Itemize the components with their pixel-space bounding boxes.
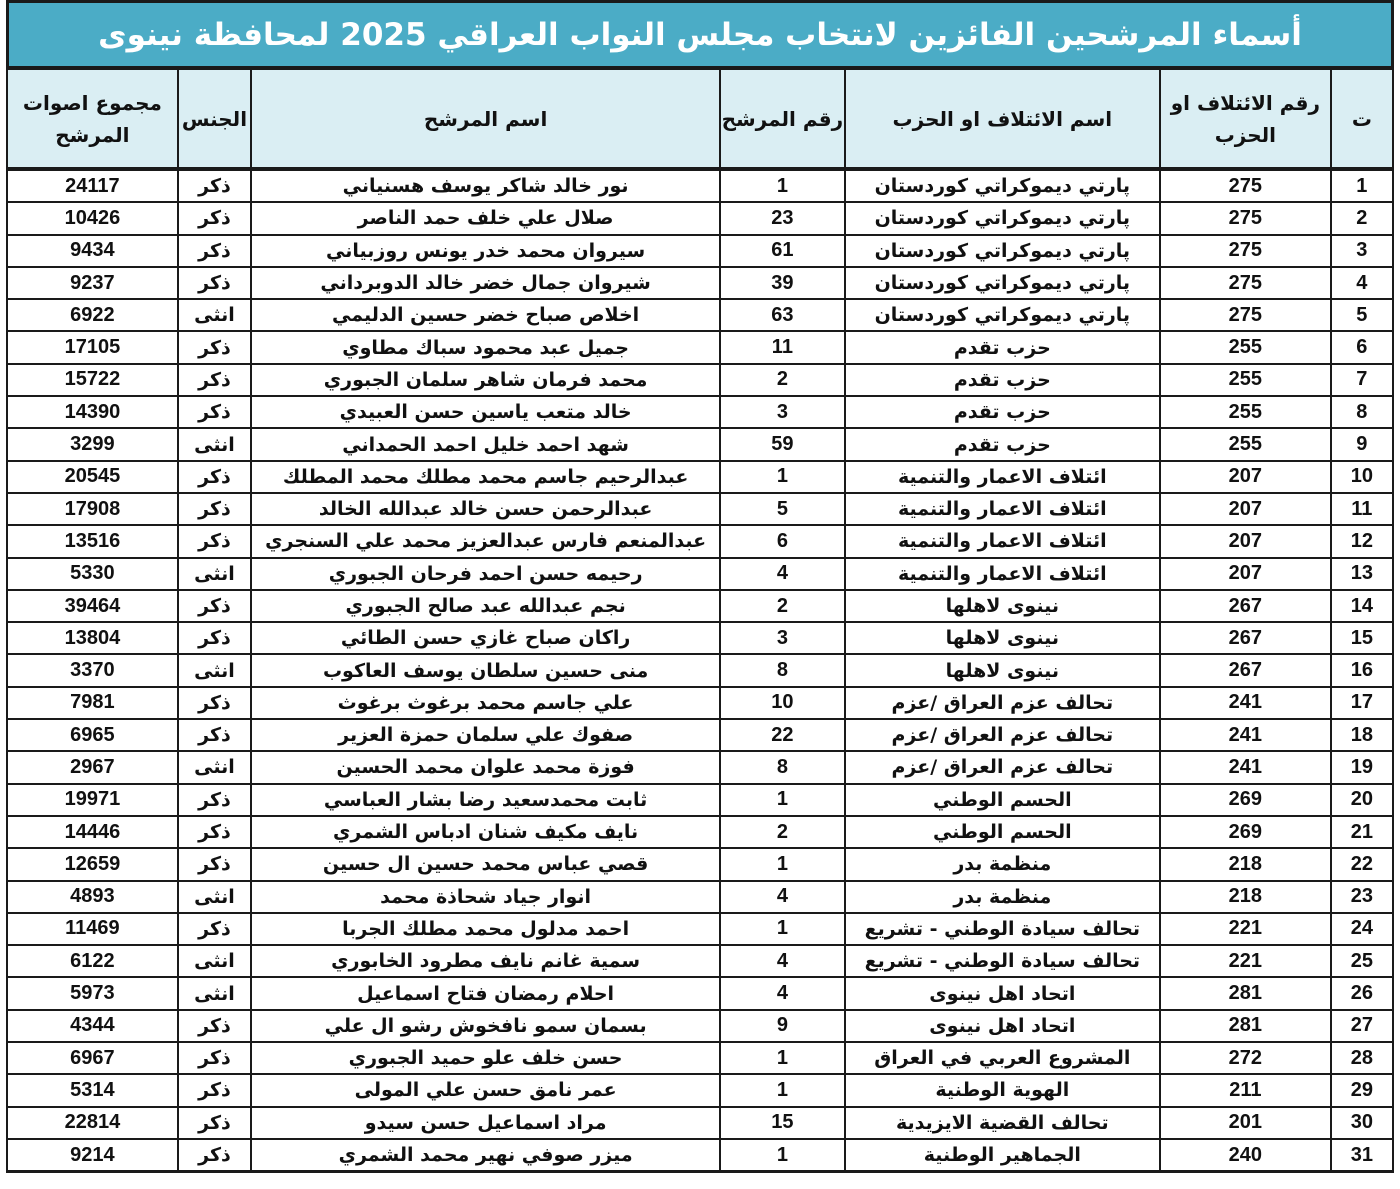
header-votes: [7, 68, 178, 169]
row-votes-cell: 20545: [7, 461, 178, 493]
row-seq-cell: 12: [1331, 525, 1393, 557]
row-votes-cell: 5314: [7, 1074, 178, 1106]
header-candidate-name: اسم المرشح: [251, 68, 720, 169]
table-row: [7, 622, 1393, 654]
row-candidate-number-cell: 1: [720, 1042, 845, 1074]
row-party-code-cell: 269: [1160, 816, 1331, 848]
row-party-code-cell: 207: [1160, 493, 1331, 525]
row-votes-cell: 3370: [7, 654, 178, 686]
row-candidate-number-cell: 10: [720, 687, 845, 719]
row-party-code-cell: 275: [1160, 202, 1331, 234]
row-gender-cell: ذكر: [178, 1042, 251, 1074]
table-row: [7, 654, 1393, 686]
row-party-code-cell: 255: [1160, 428, 1331, 460]
row-seq-cell: 5: [1331, 299, 1393, 331]
row-seq-cell: 7: [1331, 364, 1393, 396]
row-candidate-name-cell: سمية غانم نايف مطرود الخابوري: [251, 945, 720, 977]
row-candidate-name-cell: انوار جياد شحاذة محمد: [251, 881, 720, 913]
row-candidate-name-cell: ميزر صوفي نهير محمد الشمري: [251, 1139, 720, 1172]
row-votes-cell: 12659: [7, 848, 178, 880]
row-party-code-cell: 241: [1160, 719, 1331, 751]
row-candidate-name-cell: شهد احمد خليل احمد الحمداني: [251, 428, 720, 460]
row-votes-cell: 9214: [7, 1139, 178, 1172]
row-party-code-cell: 241: [1160, 751, 1331, 783]
row-candidate-number-cell: 15: [720, 1107, 845, 1139]
row-gender-cell: ذكر: [178, 1139, 251, 1172]
row-party-code-cell: 241: [1160, 687, 1331, 719]
row-party-name-cell: اتحاد اهل نينوى: [845, 977, 1160, 1009]
row-party-code-cell: 255: [1160, 331, 1331, 363]
row-gender-cell: ذكر: [178, 1074, 251, 1106]
row-party-code-cell: 267: [1160, 622, 1331, 654]
row-votes-cell: 6122: [7, 945, 178, 977]
row-party-code-cell: 201: [1160, 1107, 1331, 1139]
row-votes-cell: 4344: [7, 1010, 178, 1042]
row-gender-cell: ذكر: [178, 331, 251, 363]
header-votes-line2: المرشح: [55, 122, 130, 147]
row-candidate-number-cell: 2: [720, 590, 845, 622]
row-candidate-number-cell: 1: [720, 913, 845, 945]
row-candidate-name-cell: نجم عبدالله عبد صالح الجبوري: [251, 590, 720, 622]
row-seq-cell: 9: [1331, 428, 1393, 460]
row-candidate-number-cell: 4: [720, 977, 845, 1009]
row-party-code-cell: 207: [1160, 525, 1331, 557]
row-party-code-cell: 281: [1160, 1010, 1331, 1042]
row-votes-cell: 13516: [7, 525, 178, 557]
row-seq-cell: 20: [1331, 784, 1393, 816]
row-party-name-cell: تحالف سيادة الوطني - تشريع: [845, 913, 1160, 945]
row-candidate-number-cell: 61: [720, 235, 845, 267]
row-candidate-number-cell: 4: [720, 558, 845, 590]
row-gender-cell: ذكر: [178, 267, 251, 299]
row-votes-cell: 9434: [7, 235, 178, 267]
row-party-name-cell: پارتي ديموكراتي كوردستان: [845, 299, 1160, 331]
row-candidate-number-cell: 1: [720, 784, 845, 816]
row-gender-cell: ذكر: [178, 816, 251, 848]
row-candidate-number-cell: 63: [720, 299, 845, 331]
row-seq-cell: 19: [1331, 751, 1393, 783]
header-party-name: اسم الائتلاف او الحزب: [845, 68, 1160, 169]
row-candidate-name-cell: عبدالمنعم فارس عبدالعزيز محمد علي السنجري: [251, 525, 720, 557]
row-candidate-name-cell: فوزة محمد علوان محمد الحسين: [251, 751, 720, 783]
row-votes-cell: 4893: [7, 881, 178, 913]
row-gender-cell: انثى: [178, 558, 251, 590]
row-candidate-number-cell: 4: [720, 881, 845, 913]
table-row: [7, 881, 1393, 913]
row-party-code-cell: 207: [1160, 558, 1331, 590]
table-row: [7, 913, 1393, 945]
row-candidate-number-cell: 39: [720, 267, 845, 299]
row-votes-cell: 6967: [7, 1042, 178, 1074]
row-gender-cell: انثى: [178, 299, 251, 331]
row-party-code-cell: 269: [1160, 784, 1331, 816]
row-seq-cell: 11: [1331, 493, 1393, 525]
table-row: [7, 461, 1393, 493]
row-seq-cell: 1: [1331, 169, 1393, 202]
row-candidate-number-cell: 6: [720, 525, 845, 557]
row-candidate-name-cell: علي جاسم محمد برغوث برغوث: [251, 687, 720, 719]
row-seq-cell: 26: [1331, 977, 1393, 1009]
row-votes-cell: 17105: [7, 331, 178, 363]
row-gender-cell: ذكر: [178, 525, 251, 557]
row-party-code-cell: 272: [1160, 1042, 1331, 1074]
row-party-name-cell: تحالف عزم العراق /عزم: [845, 687, 1160, 719]
row-candidate-number-cell: 23: [720, 202, 845, 234]
table-row: [7, 331, 1393, 363]
row-candidate-number-cell: 1: [720, 848, 845, 880]
table-row: [7, 493, 1393, 525]
row-party-code-cell: 275: [1160, 169, 1331, 202]
table-row: [7, 299, 1393, 331]
row-party-name-cell: الحسم الوطني: [845, 816, 1160, 848]
row-candidate-number-cell: 2: [720, 364, 845, 396]
row-party-name-cell: ائتلاف الاعمار والتنمية: [845, 558, 1160, 590]
row-party-code-cell: 267: [1160, 590, 1331, 622]
row-gender-cell: ذكر: [178, 169, 251, 202]
table-row: [7, 1042, 1393, 1074]
row-seq-cell: 23: [1331, 881, 1393, 913]
row-candidate-name-cell: رحيمه حسن احمد فرحان الجبوري: [251, 558, 720, 590]
row-candidate-name-cell: راكان صباح غازي حسن الطائي: [251, 622, 720, 654]
row-seq-cell: 22: [1331, 848, 1393, 880]
row-candidate-name-cell: حسن خلف علو حميد الجبوري: [251, 1042, 720, 1074]
sheet-title: أسماء المرشحين الفائزين لانتخاب مجلس النواب العراقي 2025 لمحافظة نينوى: [6, 0, 1394, 66]
row-candidate-name-cell: عبدالرحيم جاسم محمد مطلك محمد المطلك: [251, 461, 720, 493]
row-candidate-name-cell: احلام رمضان فتاح اسماعيل: [251, 977, 720, 1009]
row-party-name-cell: حزب تقدم: [845, 428, 1160, 460]
row-votes-cell: 17908: [7, 493, 178, 525]
row-candidate-name-cell: ثابت محمدسعيد رضا بشار العباسي: [251, 784, 720, 816]
row-candidate-name-cell: منى حسين سلطان يوسف العاكوب: [251, 654, 720, 686]
row-votes-cell: 15722: [7, 364, 178, 396]
table-row: [7, 525, 1393, 557]
row-party-code-cell: 221: [1160, 945, 1331, 977]
row-candidate-number-cell: 1: [720, 1074, 845, 1106]
row-party-name-cell: تحالف سيادة الوطني - تشريع: [845, 945, 1160, 977]
row-votes-cell: 22814: [7, 1107, 178, 1139]
row-candidate-name-cell: سيروان محمد خدر يونس روزبياني: [251, 235, 720, 267]
row-party-name-cell: تحالف عزم العراق /عزم: [845, 751, 1160, 783]
row-party-code-cell: 267: [1160, 654, 1331, 686]
row-candidate-number-cell: 3: [720, 622, 845, 654]
row-candidate-number-cell: 1: [720, 461, 845, 493]
row-candidate-name-cell: نور خالد شاكر يوسف هسنياني: [251, 169, 720, 202]
row-seq-cell: 27: [1331, 1010, 1393, 1042]
row-gender-cell: ذكر: [178, 784, 251, 816]
row-party-code-cell: 255: [1160, 364, 1331, 396]
row-votes-cell: 19971: [7, 784, 178, 816]
table-row: [7, 169, 1393, 202]
row-seq-cell: 17: [1331, 687, 1393, 719]
row-party-name-cell: المشروع العربي في العراق: [845, 1042, 1160, 1074]
row-seq-cell: 6: [1331, 331, 1393, 363]
row-party-name-cell: ائتلاف الاعمار والتنمية: [845, 461, 1160, 493]
row-party-name-cell: تحالف القضية الايزيدية: [845, 1107, 1160, 1139]
row-votes-cell: 14390: [7, 396, 178, 428]
row-seq-cell: 21: [1331, 816, 1393, 848]
row-votes-cell: 7981: [7, 687, 178, 719]
row-party-name-cell: اتحاد اهل نينوى: [845, 1010, 1160, 1042]
row-candidate-number-cell: 8: [720, 654, 845, 686]
row-candidate-number-cell: 2: [720, 816, 845, 848]
row-seq-cell: 2: [1331, 202, 1393, 234]
row-gender-cell: انثى: [178, 881, 251, 913]
row-gender-cell: ذكر: [178, 622, 251, 654]
row-candidate-name-cell: عبدالرحمن حسن خالد عبدالله الخالد: [251, 493, 720, 525]
row-gender-cell: ذكر: [178, 687, 251, 719]
row-seq-cell: 31: [1331, 1139, 1393, 1172]
row-seq-cell: 3: [1331, 235, 1393, 267]
row-seq-cell: 18: [1331, 719, 1393, 751]
row-votes-cell: 5330: [7, 558, 178, 590]
table-row: [7, 590, 1393, 622]
table-row: [7, 751, 1393, 783]
row-gender-cell: ذكر: [178, 1107, 251, 1139]
row-party-name-cell: پارتي ديموكراتي كوردستان: [845, 267, 1160, 299]
row-candidate-number-cell: 8: [720, 751, 845, 783]
row-party-name-cell: نينوى لاهلها: [845, 654, 1160, 686]
row-candidate-name-cell: قصي عباس محمد حسين ال حسين: [251, 848, 720, 880]
row-gender-cell: انثى: [178, 654, 251, 686]
row-votes-cell: 6965: [7, 719, 178, 751]
row-party-name-cell: الجماهير الوطنية: [845, 1139, 1160, 1172]
row-gender-cell: ذكر: [178, 590, 251, 622]
row-candidate-number-cell: 22: [720, 719, 845, 751]
table-row: [7, 235, 1393, 267]
row-party-code-cell: 218: [1160, 848, 1331, 880]
row-seq-cell: 8: [1331, 396, 1393, 428]
row-candidate-name-cell: مراد اسماعيل حسن سيدو: [251, 1107, 720, 1139]
row-party-name-cell: ائتلاف الاعمار والتنمية: [845, 525, 1160, 557]
row-candidate-name-cell: نايف مكيف شنان ادباس الشمري: [251, 816, 720, 848]
row-party-name-cell: نينوى لاهلها: [845, 590, 1160, 622]
table-row: [7, 202, 1393, 234]
row-party-name-cell: حزب تقدم: [845, 396, 1160, 428]
row-gender-cell: ذكر: [178, 364, 251, 396]
row-votes-cell: 24117: [7, 169, 178, 202]
results-sheet: [6, 0, 1394, 1173]
row-gender-cell: انثى: [178, 977, 251, 1009]
row-gender-cell: ذكر: [178, 493, 251, 525]
row-votes-cell: 2967: [7, 751, 178, 783]
table-row: [7, 848, 1393, 880]
header-seq: ت: [1331, 68, 1393, 169]
row-party-name-cell: تحالف عزم العراق /عزم: [845, 719, 1160, 751]
header-party-code-line2: الحزب: [1214, 122, 1277, 147]
row-party-name-cell: حزب تقدم: [845, 364, 1160, 396]
table-row: [7, 364, 1393, 396]
row-gender-cell: ذكر: [178, 1010, 251, 1042]
row-gender-cell: ذكر: [178, 396, 251, 428]
row-candidate-number-cell: 59: [720, 428, 845, 460]
row-votes-cell: 10426: [7, 202, 178, 234]
row-gender-cell: ذكر: [178, 719, 251, 751]
row-candidate-number-cell: 4: [720, 945, 845, 977]
row-party-name-cell: نينوى لاهلها: [845, 622, 1160, 654]
row-seq-cell: 25: [1331, 945, 1393, 977]
table-row: [7, 396, 1393, 428]
row-party-code-cell: 207: [1160, 461, 1331, 493]
table-row: [7, 719, 1393, 751]
row-seq-cell: 15: [1331, 622, 1393, 654]
table-row: [7, 1074, 1393, 1106]
row-party-name-cell: الحسم الوطني: [845, 784, 1160, 816]
table-row: [7, 1107, 1393, 1139]
row-party-name-cell: ائتلاف الاعمار والتنمية: [845, 493, 1160, 525]
table-row: [7, 428, 1393, 460]
row-candidate-number-cell: 5: [720, 493, 845, 525]
row-gender-cell: ذكر: [178, 913, 251, 945]
row-candidate-name-cell: صلال علي خلف حمد الناصر: [251, 202, 720, 234]
row-votes-cell: 13804: [7, 622, 178, 654]
row-candidate-name-cell: عمر نامق حسن علي المولى: [251, 1074, 720, 1106]
row-party-name-cell: الهوية الوطنية: [845, 1074, 1160, 1106]
row-votes-cell: 14446: [7, 816, 178, 848]
row-candidate-number-cell: 1: [720, 169, 845, 202]
table-row: [7, 945, 1393, 977]
row-seq-cell: 30: [1331, 1107, 1393, 1139]
header-party-code: [1160, 68, 1331, 169]
row-candidate-number-cell: 9: [720, 1010, 845, 1042]
row-candidate-name-cell: جميل عبد محمود سباك مطاوي: [251, 331, 720, 363]
row-votes-cell: 3299: [7, 428, 178, 460]
row-party-code-cell: 281: [1160, 977, 1331, 1009]
row-seq-cell: 4: [1331, 267, 1393, 299]
table-row: [7, 687, 1393, 719]
row-seq-cell: 10: [1331, 461, 1393, 493]
row-gender-cell: ذكر: [178, 848, 251, 880]
row-candidate-number-cell: 3: [720, 396, 845, 428]
row-candidate-name-cell: خالد متعب ياسين حسن العبيدي: [251, 396, 720, 428]
row-votes-cell: 5973: [7, 977, 178, 1009]
table-row: [7, 1010, 1393, 1042]
row-gender-cell: ذكر: [178, 461, 251, 493]
row-party-name-cell: پارتي ديموكراتي كوردستان: [845, 235, 1160, 267]
row-party-code-cell: 240: [1160, 1139, 1331, 1172]
row-party-code-cell: 255: [1160, 396, 1331, 428]
header-row: [7, 68, 1393, 169]
row-candidate-name-cell: شيروان جمال خضر خالد الدوبرداني: [251, 267, 720, 299]
row-gender-cell: ذكر: [178, 235, 251, 267]
header-candidate-number: رقم المرشح: [720, 68, 845, 169]
row-party-code-cell: 275: [1160, 299, 1331, 331]
table-row: [7, 1139, 1393, 1172]
row-votes-cell: 6922: [7, 299, 178, 331]
header-gender: الجنس: [178, 68, 251, 169]
row-party-code-cell: 218: [1160, 881, 1331, 913]
row-party-name-cell: پارتي ديموكراتي كوردستان: [845, 202, 1160, 234]
row-party-name-cell: منظمة بدر: [845, 881, 1160, 913]
row-votes-cell: 11469: [7, 913, 178, 945]
row-seq-cell: 29: [1331, 1074, 1393, 1106]
row-party-name-cell: حزب تقدم: [845, 331, 1160, 363]
row-gender-cell: انثى: [178, 945, 251, 977]
row-seq-cell: 16: [1331, 654, 1393, 686]
row-seq-cell: 14: [1331, 590, 1393, 622]
row-candidate-name-cell: بسمان سمو نافخوش رشو ال علي: [251, 1010, 720, 1042]
row-candidate-number-cell: 1: [720, 1139, 845, 1172]
row-candidate-name-cell: صفوك علي سلمان حمزة العزير: [251, 719, 720, 751]
row-gender-cell: انثى: [178, 428, 251, 460]
row-seq-cell: 28: [1331, 1042, 1393, 1074]
row-party-code-cell: 221: [1160, 913, 1331, 945]
table-row: [7, 784, 1393, 816]
row-candidate-name-cell: اخلاص صباح خضر حسين الدليمي: [251, 299, 720, 331]
row-party-name-cell: پارتي ديموكراتي كوردستان: [845, 169, 1160, 202]
table-row: [7, 267, 1393, 299]
row-candidate-name-cell: محمد فرمان شاهر سلمان الجبوري: [251, 364, 720, 396]
table-row: [7, 977, 1393, 1009]
row-party-name-cell: منظمة بدر: [845, 848, 1160, 880]
row-party-code-cell: 275: [1160, 235, 1331, 267]
row-votes-cell: 39464: [7, 590, 178, 622]
header-party-code-line1: رقم الائتلاف او: [1170, 90, 1321, 115]
table-row: [7, 816, 1393, 848]
row-party-code-cell: 275: [1160, 267, 1331, 299]
row-candidate-number-cell: 11: [720, 331, 845, 363]
row-votes-cell: 9237: [7, 267, 178, 299]
row-gender-cell: انثى: [178, 751, 251, 783]
row-seq-cell: 24: [1331, 913, 1393, 945]
winners-table: [6, 66, 1394, 1173]
row-gender-cell: ذكر: [178, 202, 251, 234]
row-party-code-cell: 211: [1160, 1074, 1331, 1106]
row-seq-cell: 13: [1331, 558, 1393, 590]
header-votes-line1: مجموع اصوات: [22, 90, 162, 115]
table-row: [7, 558, 1393, 590]
row-candidate-name-cell: احمد مدلول محمد مطلك الجربا: [251, 913, 720, 945]
